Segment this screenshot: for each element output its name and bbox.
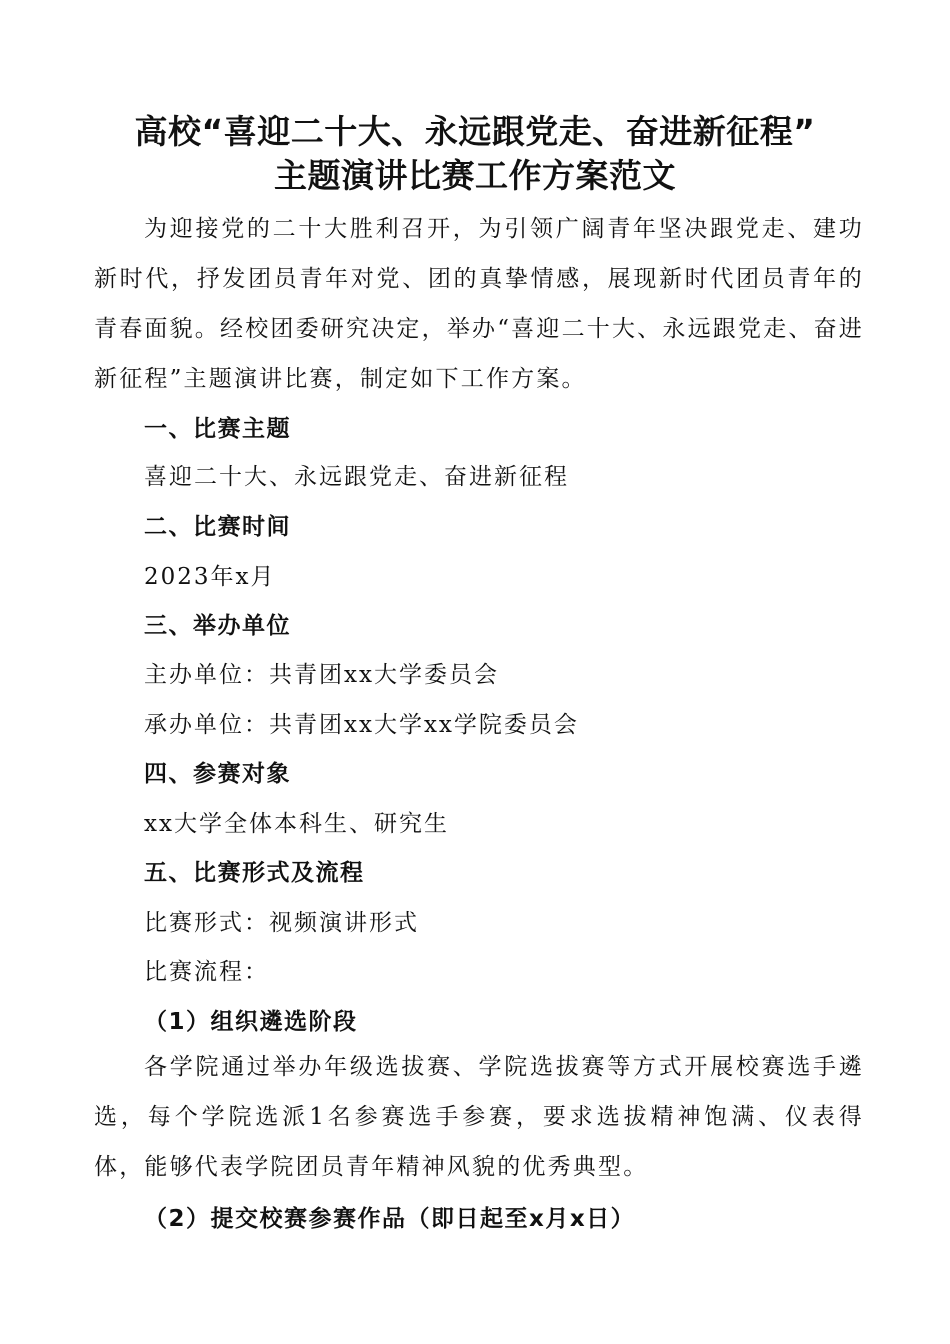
section-text-time: 2023年x月	[144, 564, 276, 590]
section-text-process: 比赛流程：	[144, 959, 269, 985]
stage-2-heading: （2）提交校赛参赛作品（即日起至x月x日）	[144, 1206, 636, 1232]
stage-1-paragraph: 各学院通过举办年级选拔赛、学院选拔赛等方式开展校赛选手遴选，每个学院选派1名参赛选手参赛，要求选拔精神饱满、仪表得体，能够代表学院团员青年精神风貌的优秀典型。	[94, 1054, 864, 1180]
section-text-theme: 喜迎二十大、永远跟党走、奋进新征程	[144, 464, 569, 490]
section-text-format: 比赛形式：视频演讲形式	[144, 910, 419, 936]
section-text-undertaker: 承办单位：共青团xx大学xx学院委员会	[144, 712, 579, 738]
section-heading-organizer: 三、举办单位	[144, 613, 291, 639]
document-title-line-1: 高校“喜迎二十大、永远跟党走、奋进新征程”	[134, 112, 816, 151]
section-heading-participants: 四、参赛对象	[144, 761, 291, 787]
section-heading-theme: 一、比赛主题	[144, 416, 291, 442]
document-title-line-2: 主题演讲比赛工作方案范文	[274, 156, 676, 195]
section-text-participants: xx大学全体本科生、研究生	[144, 811, 449, 837]
section-heading-time: 二、比赛时间	[144, 514, 291, 540]
intro-paragraph: 为迎接党的二十大胜利召开，为引领广阔青年坚决跟党走、建功新时代，抒发团员青年对党、团的真挚情感，展现新时代团员青年的青春面貌。经校团委研究决定，举办“喜迎二十大、永远跟党走、奋进新征程”主题演讲比赛，制定如下工作方案。	[94, 216, 864, 392]
stage-1-heading: （1）组织遴选阶段	[144, 1009, 358, 1035]
section-text-host: 主办单位：共青团xx大学委员会	[144, 662, 499, 688]
section-heading-format: 五、比赛形式及流程	[144, 860, 365, 886]
